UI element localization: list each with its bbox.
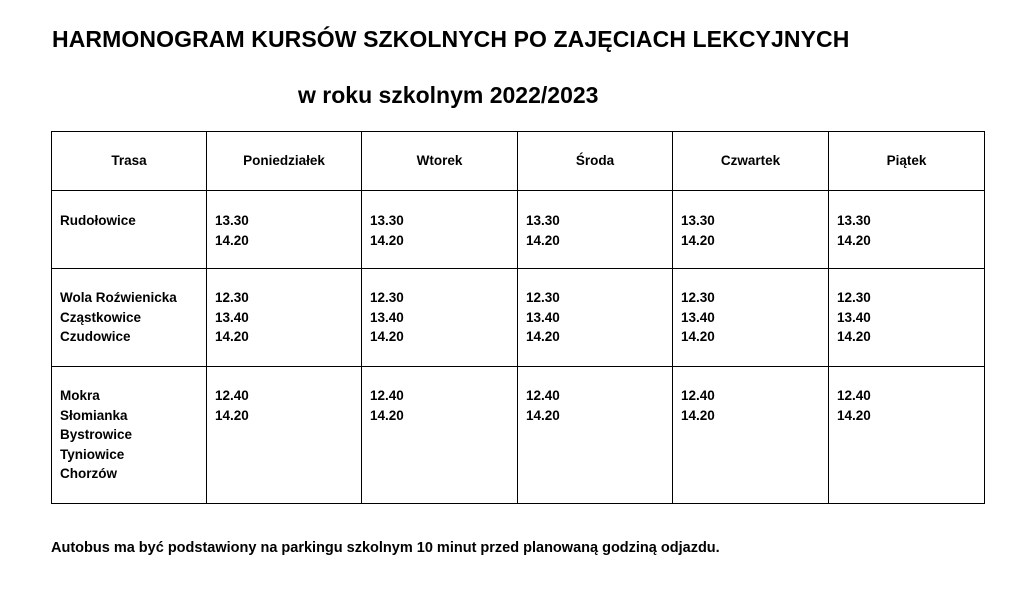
time-cell xyxy=(362,191,518,269)
departure-time: 14.20 xyxy=(837,329,871,344)
departure-time: 14.20 xyxy=(215,232,249,248)
route-stop: Wola Roźwienicka xyxy=(60,290,177,305)
departure-time: 12.30 xyxy=(215,290,249,305)
route-stop: Mokra xyxy=(60,388,100,403)
departure-time: 12.40 xyxy=(681,388,715,403)
departure-time: 14.20 xyxy=(370,232,404,248)
departure-time: 14.20 xyxy=(370,407,404,423)
departure-time: 13.30 xyxy=(526,213,560,228)
route-stop: Cząstkowice xyxy=(60,309,142,325)
time-cell xyxy=(518,367,673,504)
header-thursday: Czwartek xyxy=(673,132,829,191)
departure-time: 14.20 xyxy=(370,329,404,344)
departure-time: 13.40 xyxy=(837,309,871,325)
route-stop: Czudowice xyxy=(60,329,131,344)
route-stop: Słomianka xyxy=(60,407,128,423)
route-cell xyxy=(52,191,207,269)
table-row xyxy=(52,191,985,269)
departure-time: 14.20 xyxy=(526,232,560,248)
departure-time: 14.20 xyxy=(526,329,560,344)
departure-time: 13.40 xyxy=(215,309,249,325)
departure-time: 14.20 xyxy=(681,232,715,248)
route-stop: Chorzów xyxy=(60,466,117,481)
time-cell xyxy=(518,191,673,269)
schedule-table xyxy=(51,131,985,504)
departure-time: 13.40 xyxy=(526,309,560,325)
departure-time: 13.30 xyxy=(215,213,249,228)
time-cell xyxy=(829,269,985,367)
time-cell xyxy=(829,367,985,504)
departure-time: 12.30 xyxy=(681,290,715,305)
departure-time: 12.40 xyxy=(526,388,560,403)
departure-time: 14.20 xyxy=(526,407,560,423)
departure-time: 12.40 xyxy=(215,388,249,403)
route-cell xyxy=(52,269,207,367)
table-header-row xyxy=(52,132,985,191)
departure-time: 12.30 xyxy=(837,290,871,305)
departure-time: 12.30 xyxy=(526,290,560,305)
time-cell xyxy=(207,269,362,367)
departure-time: 13.40 xyxy=(681,309,715,325)
document-title: HARMONOGRAM KURSÓW SZKOLNYCH PO ZAJĘCIACH LEKCYJNYCH xyxy=(52,26,850,52)
departure-time: 14.20 xyxy=(681,407,715,423)
header-route: Trasa xyxy=(52,132,207,191)
departure-time: 14.20 xyxy=(215,329,249,344)
departure-time: 14.20 xyxy=(837,232,871,248)
table-row xyxy=(52,269,985,367)
departure-time: 13.30 xyxy=(370,213,404,228)
header-friday: Piątek xyxy=(829,132,985,191)
departure-time: 13.40 xyxy=(370,309,404,325)
route-stop: Rudołowice xyxy=(60,213,136,228)
departure-time: 13.30 xyxy=(837,213,871,228)
departure-time: 12.30 xyxy=(370,290,404,305)
time-cell xyxy=(207,367,362,504)
time-cell xyxy=(518,269,673,367)
departure-time: 13.30 xyxy=(681,213,715,228)
table-row xyxy=(52,367,985,504)
time-cell xyxy=(673,191,829,269)
document-subtitle: w roku szkolnym 2022/2023 xyxy=(298,82,599,108)
route-stop: Tyniowice xyxy=(60,446,125,462)
departure-time: 14.20 xyxy=(215,407,249,423)
time-cell xyxy=(673,269,829,367)
route-stop: Bystrowice xyxy=(60,427,133,442)
footer-note: Autobus ma być podstawiony na parkingu szkolnym 10 minut przed planowaną godziną odjazdu. xyxy=(51,540,720,556)
time-cell xyxy=(207,191,362,269)
departure-time: 14.20 xyxy=(681,329,715,344)
time-cell xyxy=(362,269,518,367)
header-tuesday: Wtorek xyxy=(362,132,518,191)
departure-time: 12.40 xyxy=(837,388,871,403)
departure-time: 14.20 xyxy=(837,407,871,423)
time-cell xyxy=(362,367,518,504)
departure-time: 12.40 xyxy=(370,388,404,403)
header-monday: Poniedziałek xyxy=(207,132,362,191)
route-cell xyxy=(52,367,207,504)
time-cell xyxy=(829,191,985,269)
header-wednesday: Środa xyxy=(518,132,673,191)
time-cell xyxy=(673,367,829,504)
